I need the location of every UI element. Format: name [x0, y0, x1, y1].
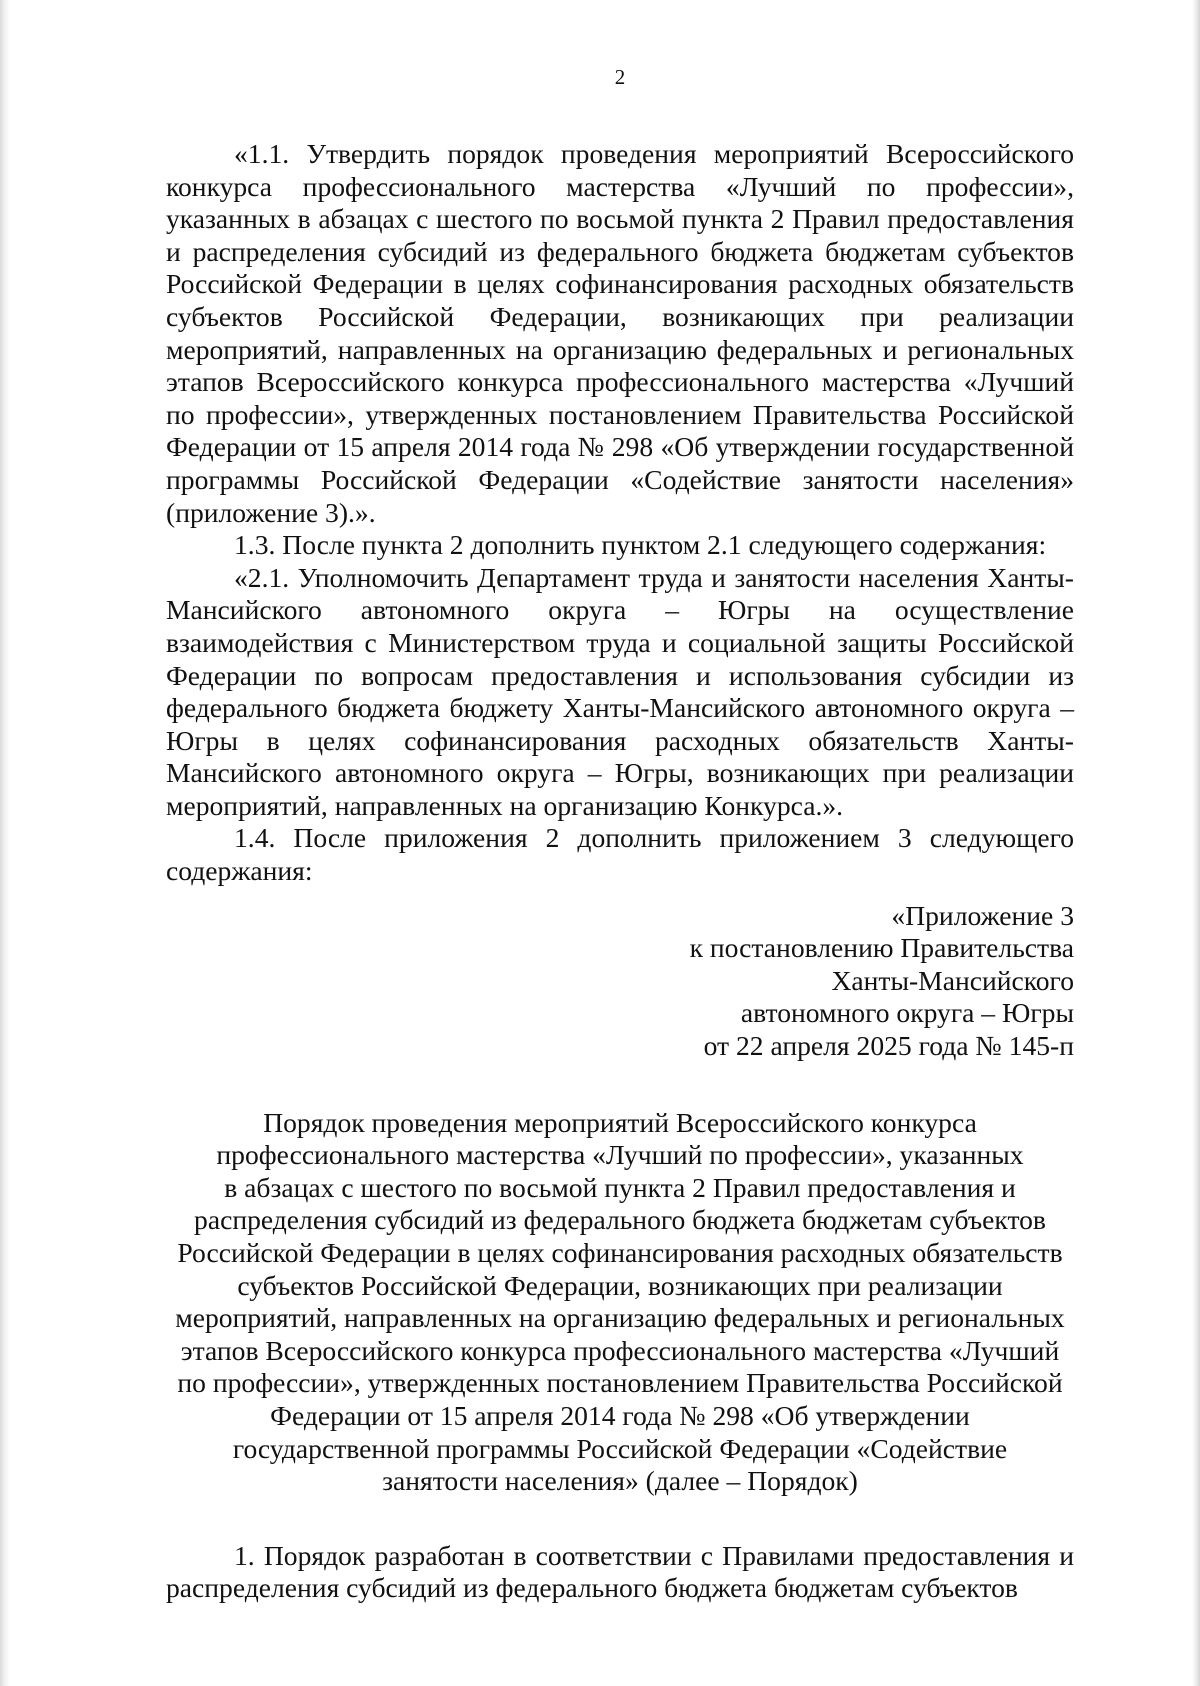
approval-line: к постановлению Правительства	[689, 932, 1074, 964]
title-line: по профессии», утвержденных постановлением Правительства Российской	[177, 1367, 1063, 1399]
title-line: Федерации от 15 апреля 2014 года № 298 «Об утверждении	[270, 1399, 970, 1431]
approval-line: «Приложение 3	[891, 899, 1074, 931]
title-line: в абзацах с шестого по восьмой пункта 2 Правил предоставления и	[224, 1171, 1016, 1203]
paragraph-1-3: 1.3. После пункта 2 дополнить пунктом 2.1 следующего содержания:	[234, 529, 1047, 561]
title-line: этапов Всероссийского конкурса профессионального мастерства «Лучший	[180, 1334, 1060, 1366]
paragraph-order-1: 1. Порядок разработан в соответствии с Правилами предоставления и распределения субсидий из федерального бюджета бюджетам субъектов	[166, 1539, 1074, 1604]
paragraph-1-1: «1.1. Утвердить порядок проведения мероприятий Всероссийского конкурса профессионального мастерства «Лучший по профессии», указанных в абзацах с шестого по восьмой пункта 2 Правил предоставления и распределения субсидий из федерального бюджета бюджетам субъектов Российской Федерации в целях софинансирования расходных обязательств субъектов Российской Федерации, возникающих при реализации мероприятий, направленных на организацию федеральных и региональных этапов Всероссийского конкурса профессионального мастерства «Лучший по профессии», утвержденных постановлением Правительства Российской Федерации от 15 апреля 2014 года № 298 «Об утверждении государственной программы Российской Федерации «Содействие занятости населения» (приложение 3).».	[166, 138, 1074, 528]
title-line: занятости населения» (далее – Порядок)	[382, 1465, 858, 1497]
scan-edge-left	[0, 0, 10, 1686]
title-line: государственной программы Российской Федерации «Содействие	[232, 1432, 1008, 1464]
title-line: профессионального мастерства «Лучший по профессии», указанных	[216, 1139, 1024, 1171]
title-line: Порядок проведения мероприятий Всероссийского конкурса	[263, 1106, 977, 1138]
paragraph-2-1: «2.1. Уполномочить Департамент труда и занятости населения Ханты-Мансийского автономного округа – Югры на осуществление взаимодействия с Министерством труда и социальной защиты Российской Федерации по вопросам предоставления и использования субсидии из федерального бюджета бюджету Ханты-Мансийского автономного округа – Югры в целях софинансирования расходных обязательств Ханты-Мансийского автономного округа – Югры, возникающих при реализации мероприятий, направленных на организацию Конкурса.».	[166, 561, 1074, 821]
page-number: 2	[614, 65, 626, 89]
approval-block	[166, 900, 1074, 1063]
approval-line: от 22 апреля 2025 года № 145-п	[703, 1030, 1074, 1062]
title-line: субъектов Российской Федерации, возникающих при реализации	[237, 1269, 1003, 1301]
approval-line: автономного округа – Югры	[740, 997, 1074, 1029]
scan-edge-right	[1192, 0, 1200, 1686]
approval-line: Ханты-Мансийского	[831, 964, 1074, 996]
title-line: Российской Федерации в целях софинансирования расходных обязательств	[177, 1237, 1063, 1268]
paragraph-1-4: 1.4. После приложения 2 дополнить приложением 3 следующего содержания:	[166, 822, 1074, 887]
title-line: мероприятий, направленных на организацию федеральных и региональных	[175, 1302, 1065, 1334]
document-title	[166, 1107, 1074, 1498]
title-line: распределения субсидий из федерального бюджета бюджетам субъектов	[194, 1204, 1046, 1236]
document-body	[166, 138, 1074, 1605]
